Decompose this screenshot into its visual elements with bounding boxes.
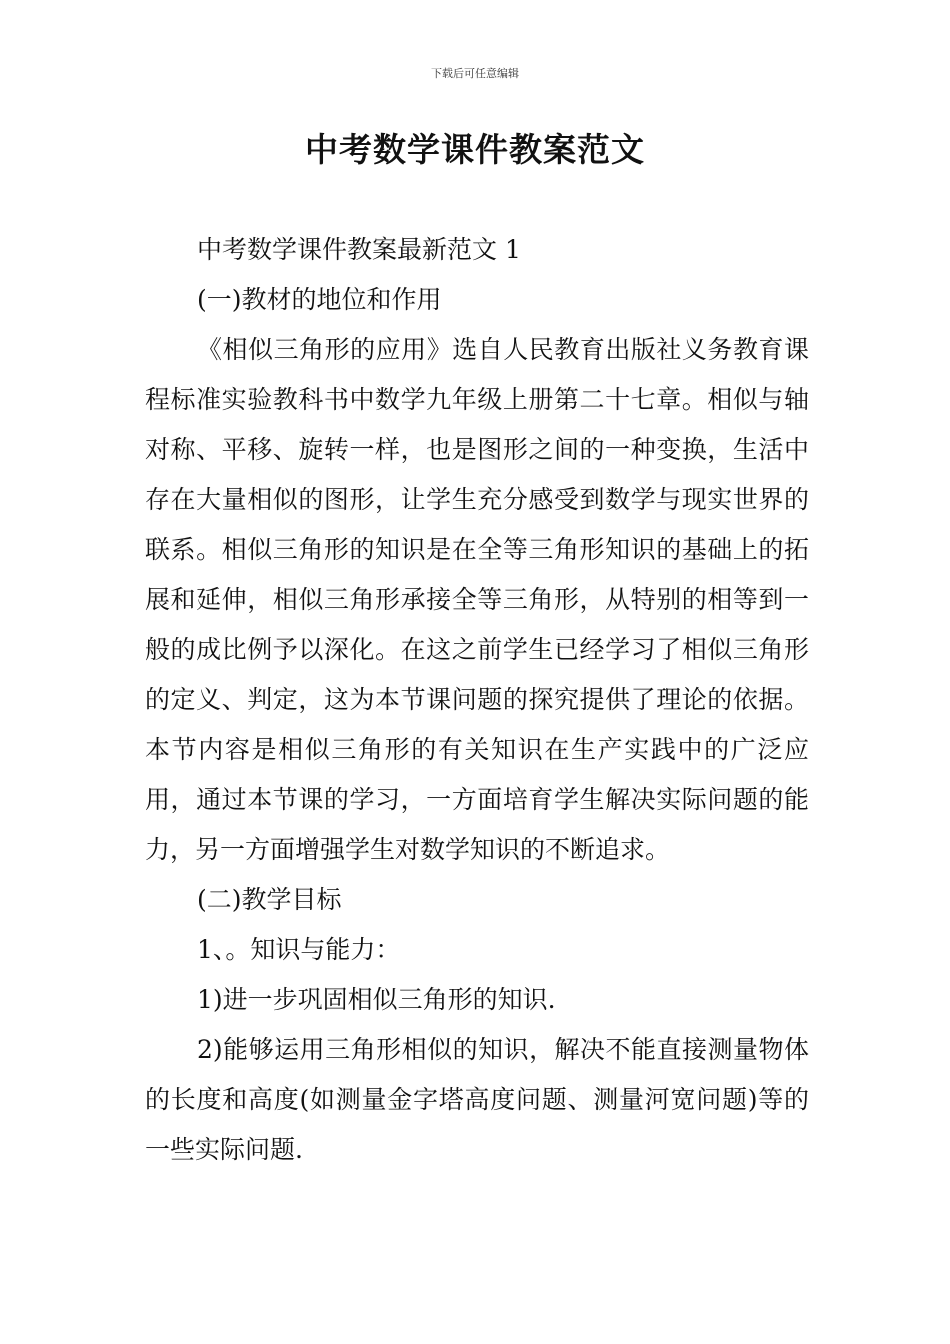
- list-item: 1)进一步巩固相似三角形的知识.: [197, 985, 556, 1014]
- body-paragraph: 《相似三角形的应用》选自人民教育出版社义务教育课程标准实验教科书中数学九年级上册第二十七章。相似与轴对称、平移、旋转一样，也是图形之间的一种变换，生活中存在大量相似的图形，让学生充分感受到数学与现实世界的联系。相似三角形的知识是在全等三角形知识的基础上的拓展和延伸，相似三角形承接全等三角形，从特别的相等到一般的成比例予以深化。在这之前学生已经学习了相似三角形的定义、判定，这为本节课问题的探究提供了理论的依据。本节内容是相似三角形的有关知识在生产实践中的广泛应用，通过本节课的学习，一方面培育学生解决实际问题的能力，另一方面增强学生对数学知识的不断追求。: [145, 335, 809, 864]
- subsection-heading: (二)教学目标: [197, 885, 342, 914]
- document-title: 中考数学课件教案范文: [305, 130, 645, 169]
- section-heading: 中考数学课件教案最新范文 1: [197, 235, 521, 264]
- document-body: [145, 225, 809, 1175]
- subsection-heading: (一)教材的地位和作用: [197, 285, 442, 314]
- header-note: 下载后可任意编辑: [431, 67, 519, 80]
- list-item: 2)能够运用三角形相似的知识，解决不能直接测量物体的长度和高度(如测量金字塔高度问题、测量河宽问题)等的一些实际问题.: [145, 1035, 809, 1164]
- list-heading: 1、。知识与能力：: [197, 935, 401, 964]
